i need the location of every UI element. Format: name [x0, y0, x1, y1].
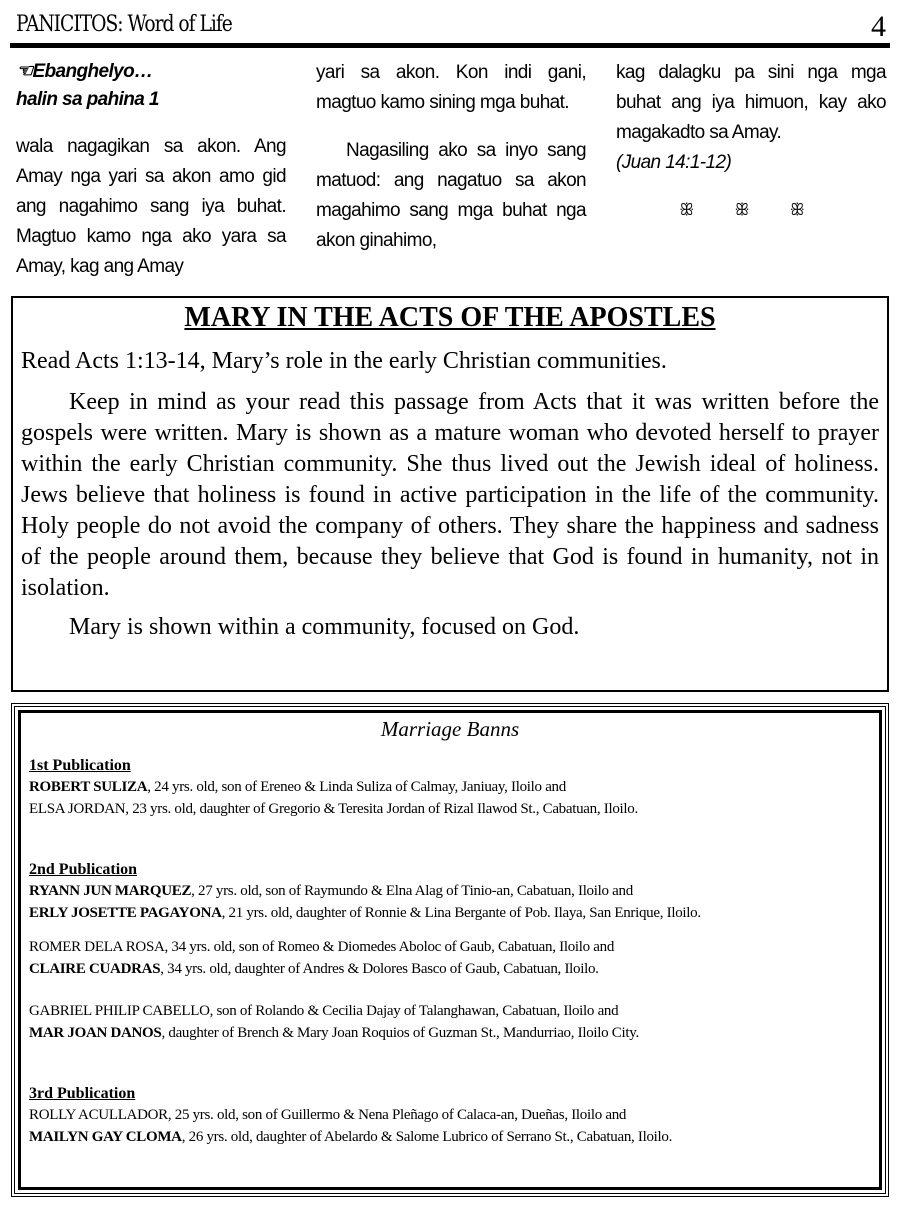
article-box [11, 296, 889, 692]
banns-entry [29, 958, 871, 980]
banns-entry [29, 880, 871, 902]
banns-name: ELSA JORDAN [29, 801, 126, 817]
banns-title: Marriage Banns [380, 717, 520, 741]
banns-details: , 26 yrs. old, daughter of Abelardo & Salome Lubrico of Serrano St., Cabatuan, Iloilo. [181, 1129, 673, 1145]
banns-name: CLAIRE CUADRAS [29, 961, 161, 977]
banns-details: , daughter of Brench & Mary Joan Roquios of Guzman St., Mandurriao, Iloilo City. [161, 1025, 639, 1041]
header-rule [10, 43, 890, 48]
article-title: MARY IN THE ACTS OF THE APOSTLES [184, 302, 716, 333]
banns-details: , 25 yrs. old, son of Guillermo & Nena Pleñago of Calaca-an, Dueñas, Iloilo and [167, 1107, 627, 1123]
ornament-divider: ꕥ ꕥ ꕥ [679, 202, 823, 219]
banns-entry [29, 936, 871, 958]
gospel-column-1 [16, 58, 286, 282]
banns-entry [29, 1104, 871, 1126]
gospel-text: kag dalagku pa sini nga mga buhat ang iya himuon, kay ako magakadto sa Amay. [616, 62, 886, 143]
banns-name: MAR JOAN DANOS [29, 1025, 162, 1041]
banns-name: MAILYN GAY CLOMA [29, 1129, 182, 1145]
article-lead: Read Acts 1:13-14, Mary’s role in the early Christian communities. [21, 348, 667, 374]
banns-entry [29, 902, 871, 924]
banns-name: GABRIEL PHILIP CABELLO [29, 1003, 210, 1019]
banns-entry [29, 1126, 871, 1148]
article-body: Keep in mind as your read this passage from Acts that it was written before the gospels were written. Mary is shown as a mature woman who devoted herself to prayer within the early Christian community. She thus lived out the Jewish ideal of holiness. Jews believe that holiness is found in active participation in the life of the community. Holy people do not avoid the company of others. They share the happiness and sadness of the people around them, because they believe that God is found in humanity, not in isolation. [21, 389, 879, 601]
gospel-text: yari sa akon. Kon indi gani, magtuo kamo sining mga buhat. [316, 62, 586, 113]
banns-details: , 34 yrs. old, daughter of Andres & Dolores Basco of Gaub, Cabatuan, Iloilo. [160, 961, 599, 977]
gospel-kicker [16, 58, 286, 114]
gospel-reference: (Juan 14:1-12) [616, 152, 732, 173]
banns-entry [29, 776, 871, 798]
gospel-column-2 [316, 58, 586, 256]
banns-name: ERLY JOSETTE PAGAYONA [29, 905, 222, 921]
banns-details: , 24 yrs. old, son of Ereneo & Linda Suliza of Calmay, Janiuay, Iloilo and [147, 779, 566, 795]
pointing-hand-icon: ☜ [16, 61, 33, 82]
article-closing: Mary is shown within a community, focused on God. [69, 614, 580, 640]
publication-heading: 3rd Publication [29, 1085, 136, 1102]
kicker-continuation: halin sa pahina 1 [16, 89, 159, 110]
page-number: 4 [871, 10, 886, 43]
banns-details: , 23 yrs. old, daughter of Gregorio & Teresita Jordan of Rizal Ilawod St., Cabatuan, Iloilo. [125, 801, 638, 817]
banns-entry [29, 1022, 871, 1044]
banns-name: RYANN JUN MARQUEZ [29, 883, 192, 899]
page-header [16, 10, 886, 43]
kicker-title: Ebanghelyo… [32, 61, 153, 82]
banns-entry [29, 1000, 871, 1022]
banns-name: ROMER DELA ROSA [29, 939, 165, 955]
banns-details: , 21 yrs. old, daughter of Ronnie & Lina Bergante of Pob. Ilaya, San Enrique, Iloilo. [221, 905, 701, 921]
newsletter-title: PANICITOS: Word of Life [16, 12, 232, 37]
gospel-column-3 [616, 58, 886, 226]
banns-details: , son of Rolando & Cecilia Dajay of Talanghawan, Cabatuan, Iloilo and [209, 1003, 619, 1019]
gospel-text: wala nagagikan sa akon. Ang Amay nga yari sa akon amo gid ang nagahimo sang iya buhat. Magtuo kamo nga ako yara sa Amay, kag ang Amay [16, 136, 286, 277]
marriage-banns-box [11, 703, 889, 1197]
gospel-text: Nagasiling ako sa inyo sang matuod: ang nagatuo sa akon magahimo sang mga buhat nga akon ginahimo, [316, 140, 586, 251]
banns-details: , 27 yrs. old, son of Raymundo & Elna Alag of Tinio-an, Cabatuan, Iloilo and [191, 883, 633, 899]
publication-heading: 2nd Publication [29, 861, 138, 878]
banns-name: ROLLY ACULLADOR [29, 1107, 168, 1123]
banns-name: ROBERT SULIZA [29, 779, 148, 795]
publication-heading: 1st Publication [29, 757, 131, 774]
banns-entry [29, 798, 871, 820]
banns-details: , 34 yrs. old, son of Romeo & Diomedes Aboloc of Gaub, Cabatuan, Iloilo and [164, 939, 615, 955]
